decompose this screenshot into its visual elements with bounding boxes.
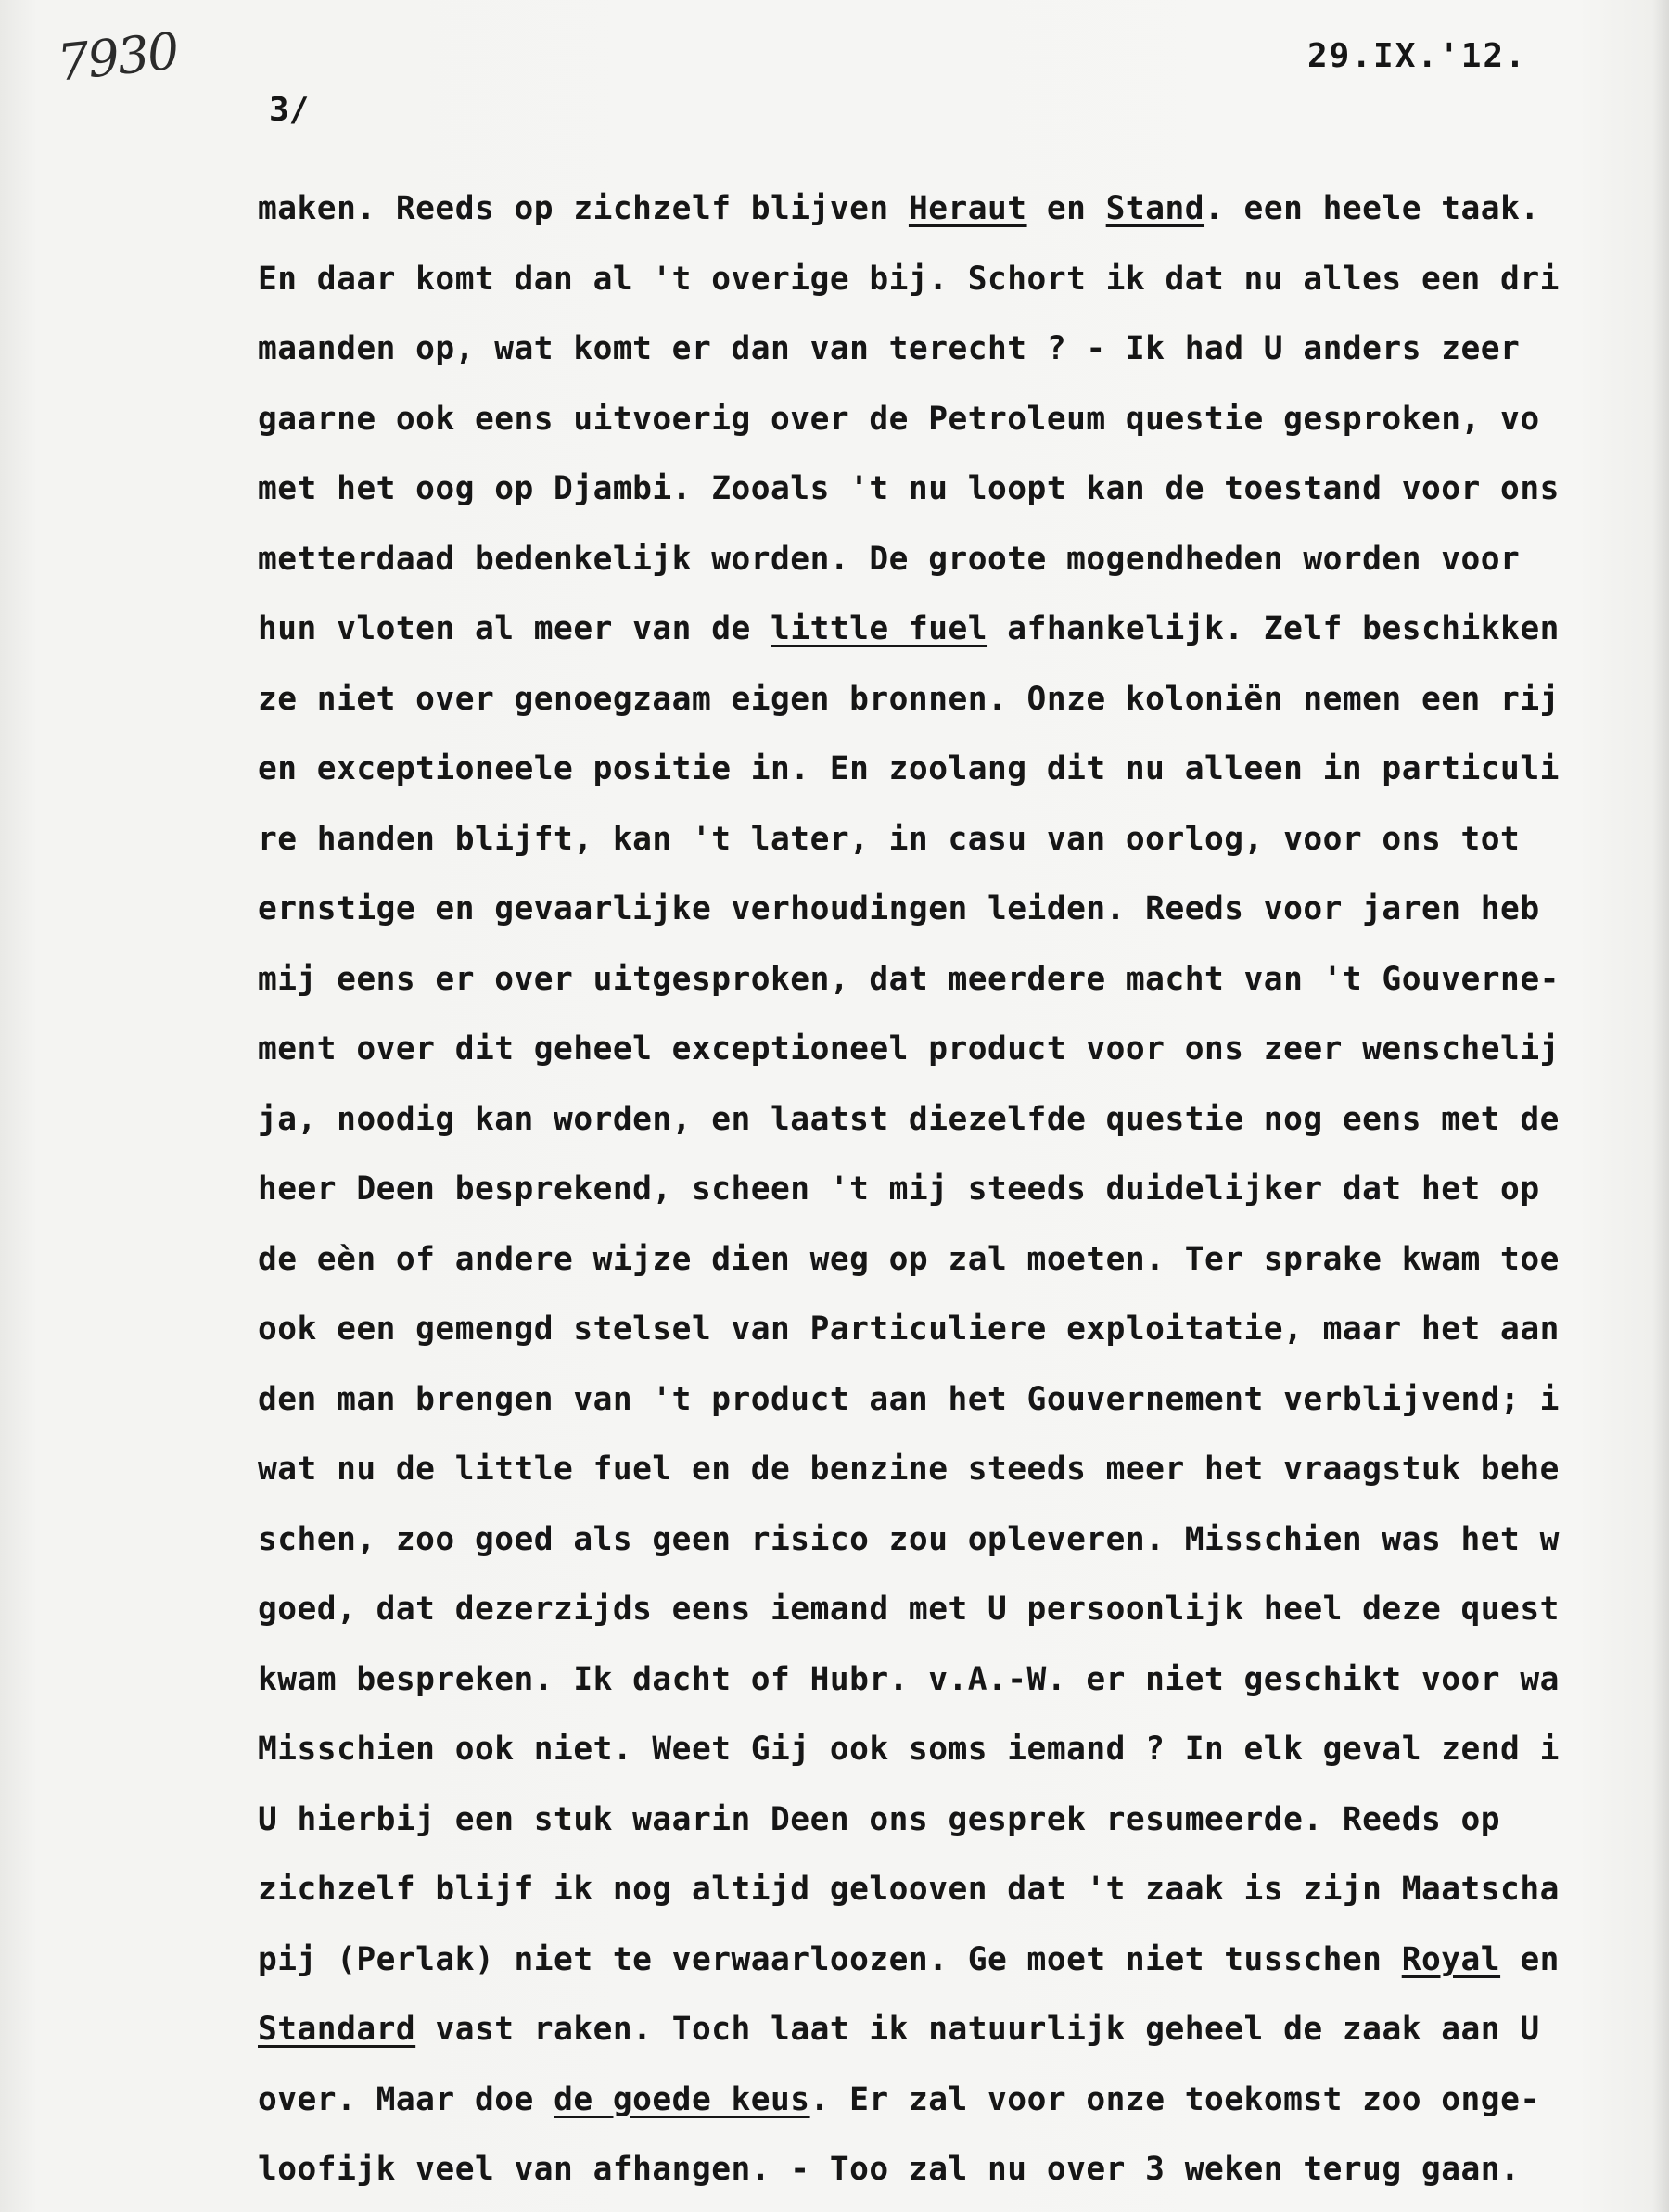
text-segment: goed, dat dezerzijds eens iemand met U persoonlijk heel deze quest (258, 1591, 1560, 1628)
text-line (258, 385, 1667, 455)
text-line (258, 245, 1667, 315)
page-mark: 3/ (269, 91, 310, 129)
text-segment: afhankelijk. Zelf beschikken (987, 610, 1560, 647)
text-segment: en (1026, 190, 1106, 227)
text-line (258, 1855, 1667, 1925)
text-line (258, 1925, 1667, 1996)
letter-date: 29.IX.'12. (1307, 37, 1527, 75)
text-line (258, 805, 1667, 876)
text-segment: zichzelf blijf ik nog altijd gelooven dat 't zaak is zijn Maatscha (258, 1871, 1560, 1908)
text-segment: met het oog op Djambi. Zooals 't nu loopt kan de toestand voor ons (258, 470, 1560, 507)
text-segment: . Er zal voor onze toekomst zoo onge- (809, 2080, 1540, 2118)
text-line (258, 2065, 1667, 2136)
text-line (258, 1295, 1667, 1365)
text-line (258, 314, 1667, 385)
text-segment: pij (Perlak) niet te verwaarloozen. Ge moet niet tusschen (258, 1940, 1402, 1978)
underlined-text: Stand (1105, 190, 1205, 227)
text-segment: heer Deen besprekend, scheen 't mij steeds duidelijker dat het op (258, 1170, 1540, 1208)
text-line (258, 1785, 1667, 1856)
text-line (258, 1435, 1667, 1505)
text-segment: maken. Reeds op zichzelf blijven (258, 190, 909, 227)
text-line (258, 1155, 1667, 1225)
underlined-text: de goede keus (554, 2080, 810, 2118)
text-segment: gaarne ook eens uitvoerig over de Petroleum questie gesproken, vo (258, 400, 1540, 438)
text-segment: En daar komt dan al 't overige bij. Schort ik dat nu alles een dri (258, 260, 1560, 298)
text-segment: hun vloten al meer van de (258, 610, 771, 647)
text-segment: mij eens er over uitgesproken, dat meerdere macht van 't Gouverne- (258, 960, 1560, 998)
text-segment: de eèn of andere wijze dien weg op zal moeten. Ter sprake kwam toe (258, 1240, 1560, 1278)
text-segment: ze niet over genoegzaam eigen bronnen. Onze koloniën nemen een rij (258, 680, 1560, 718)
text-line (258, 1225, 1667, 1296)
underlined-text: Royal (1401, 1940, 1501, 1978)
text-segment: Misschien ook niet. Weet Gij ook soms iemand ? In elk geval zend i (258, 1731, 1560, 1768)
text-line (258, 665, 1667, 735)
text-segment: re handen blijft, kan 't later, in casu van oorlog, voor ons tot (258, 820, 1521, 858)
text-segment: . een heele taak. (1204, 190, 1540, 227)
text-segment: ment over dit geheel exceptioneel product voor ons zeer wenschelij (258, 1030, 1560, 1068)
text-line (258, 454, 1667, 525)
archive-number: 7930 (55, 21, 181, 93)
letter-body (258, 174, 1667, 2206)
text-line (258, 945, 1667, 1016)
text-line (258, 525, 1667, 595)
text-segment: vast raken. Toch laat ik natuurlijk geheel de zaak aan U (415, 2011, 1540, 2048)
text-line (258, 1645, 1667, 1716)
text-segment: metterdaad bedenkelijk worden. De groote mogendheden worden voor (258, 540, 1521, 578)
text-line (258, 1715, 1667, 1785)
text-line (258, 1365, 1667, 1436)
text-segment: loofijk veel van afhangen. - Too zal nu over 3 weken terug gaan. (258, 2151, 1521, 2188)
text-segment: en (1500, 1940, 1560, 1978)
text-line (258, 1995, 1667, 2065)
text-line (258, 595, 1667, 665)
text-line (258, 735, 1667, 805)
text-line (258, 2135, 1667, 2206)
text-line (258, 174, 1667, 245)
text-segment: schen, zoo goed als geen risico zou opleveren. Misschien was het w (258, 1520, 1560, 1558)
text-segment: ook een gemengd stelsel van Particuliere exploitatie, maar het aan (258, 1311, 1560, 1348)
text-line (258, 1575, 1667, 1645)
underlined-text: Standard (258, 2011, 416, 2048)
text-line (258, 875, 1667, 945)
text-line (258, 1505, 1667, 1576)
text-segment: en exceptioneele positie in. En zoolang dit nu alleen in particuli (258, 750, 1560, 787)
text-segment: ja, noodig kan worden, en laatst diezelfde questie nog eens met de (258, 1100, 1560, 1138)
text-line (258, 1015, 1667, 1085)
text-segment: over. Maar doe (258, 2080, 554, 2118)
text-segment: den man brengen van 't product aan het Gouvernement verblijvend; i (258, 1380, 1560, 1418)
underlined-text: little fuel (771, 610, 988, 647)
underlined-text: Heraut (908, 190, 1027, 227)
text-segment: ernstige en gevaarlijke verhoudingen leiden. Reeds voor jaren heb (258, 890, 1540, 927)
text-line (258, 1085, 1667, 1156)
text-segment: kwam bespreken. Ik dacht of Hubr. v.A.-W. er niet geschikt voor wa (258, 1660, 1560, 1698)
text-segment: U hierbij een stuk waarin Deen ons gesprek resumeerde. Reeds op (258, 1800, 1501, 1838)
text-segment: wat nu de little fuel en de benzine steeds meer het vraagstuk behe (258, 1451, 1560, 1488)
text-segment: maanden op, wat komt er dan van terecht ? - Ik had U anders zeer (258, 330, 1521, 367)
